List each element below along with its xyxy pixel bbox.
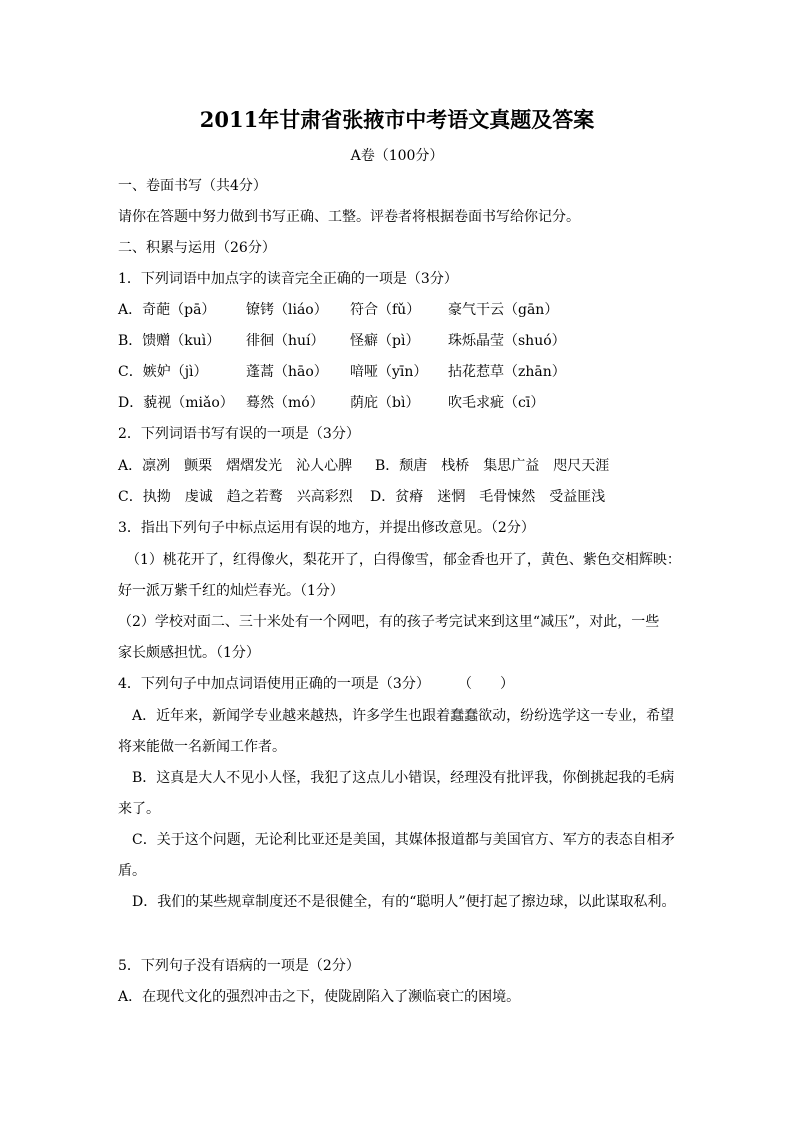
q4-option-b-line2: 来了。	[118, 801, 160, 817]
question-4-stem: 4．下列句子中加点词语使用正确的一项是（3分）	[118, 676, 430, 692]
q1-option-c-word1: C．嫉妒（jì）	[118, 364, 208, 380]
q2-option-d: D．贫瘠 迷惘 毛骨悚然 受益匪浅	[370, 489, 606, 505]
section-heading-handwriting: 一、卷面书写（共4分）	[118, 178, 267, 194]
q4-option-a-line2: 将来能做一名新闻工作者。	[118, 739, 286, 755]
question-2-stem: 2．下列词语书写有误的一项是（3分）	[118, 426, 360, 442]
q3-item-1-line2: 好一派万紫千红的灿烂春光。（1分）	[118, 583, 344, 599]
q1-option-b-word1: B．馈赠（kuì）	[118, 333, 221, 349]
q5-option-a: A．在现代文化的强烈冲击之下，使陇剧陷入了濒临衰亡的困境。	[118, 989, 521, 1005]
q1-option-b-word4: 珠烁晶莹（shuó）	[448, 333, 566, 349]
document-title: 2011年甘肃省张掖市中考语文真题及答案	[199, 107, 595, 132]
section-heading-accumulation: 二、积累与运用（26分）	[118, 240, 276, 256]
q2-option-b: B．颓唐 栈桥 集思广益 咫尺天涯	[375, 458, 610, 474]
q1-option-c-word2: 蓬蒿（hāo）	[246, 364, 328, 380]
question-5-stem: 5．下列句子没有语病的一项是（2分）	[118, 958, 360, 974]
q4-option-c-line1: C．关于这个问题，无论利比亚还是美国，其媒体报道都与美国官方、军方的表态自相矛	[132, 832, 675, 848]
q1-option-b-word2: 徘徊（huí）	[246, 333, 325, 349]
handwriting-instruction: 请你在答题中努力做到书写正确、工整。评卷者将根据卷面书写给你记分。	[118, 209, 580, 225]
q1-option-a-word2: 镣铐（liáo）	[246, 302, 328, 318]
q1-option-a-word1: A．奇葩（pā）	[118, 302, 216, 318]
question-3-stem: 3．指出下列句子中标点运用有误的地方，并提出修改意见。（2分）	[118, 520, 535, 536]
q1-option-d-word2: 蓦然（mó）	[246, 395, 324, 411]
q2-option-a: A．凛冽 颤栗 熠熠发光 沁人心脾	[118, 458, 353, 474]
q4-option-b-line1: B．这真是大人不见小人怪，我犯了这点儿小错误，经理没有批评我，你倒挑起我的毛病	[132, 770, 675, 786]
q3-item-2-line2: 家长颇感担忧。（1分）	[118, 645, 260, 661]
q1-option-d-word4: 吹毛求疵（cī）	[448, 395, 545, 411]
q2-option-c: C．执拗 虔诚 趋之若鹜 兴高彩烈	[118, 489, 353, 505]
document-subtitle: A卷（100分）	[350, 148, 444, 164]
q1-option-d-word1: D．藐视（miǎo）	[118, 395, 234, 411]
q4-option-c-line2: 盾。	[118, 863, 146, 879]
q1-option-a-word3: 符合（fǔ）	[350, 302, 421, 318]
q3-item-2-line1: （2）学校对面二、三十米处有一个网吧，有的孩子考完试来到这里“减压”，对此，一些	[118, 614, 660, 630]
q4-option-a-line1: A．近年来，新闻学专业越来越热，许多学生也跟着蠢蠢欲动，纷纷选学这一专业，希望	[132, 708, 675, 724]
question-1-stem: 1．下列词语中加点字的读音完全正确的一项是（3分）	[118, 271, 458, 287]
q1-option-a-word4: 豪气干云（gān）	[448, 302, 559, 318]
q1-option-c-word3: 喑哑（yīn）	[350, 364, 428, 380]
q4-option-d: D．我们的某些规章制度还不是很健全，有的“聪明人”便打起了擦边球，以此谋取私利。	[132, 894, 676, 910]
q3-item-1-line1: （1）桃花开了，红得像火，梨花开了，白得像雪，郁金香也开了，黄色、紫色交相辉映：	[126, 552, 681, 568]
q1-option-b-word3: 怪癖（pì）	[350, 333, 420, 349]
q1-option-d-word3: 荫庇（bì）	[350, 395, 420, 411]
q1-option-c-word4: 拈花惹草（zhān）	[448, 364, 566, 380]
q4-answer-blank: （ ）	[458, 676, 514, 692]
